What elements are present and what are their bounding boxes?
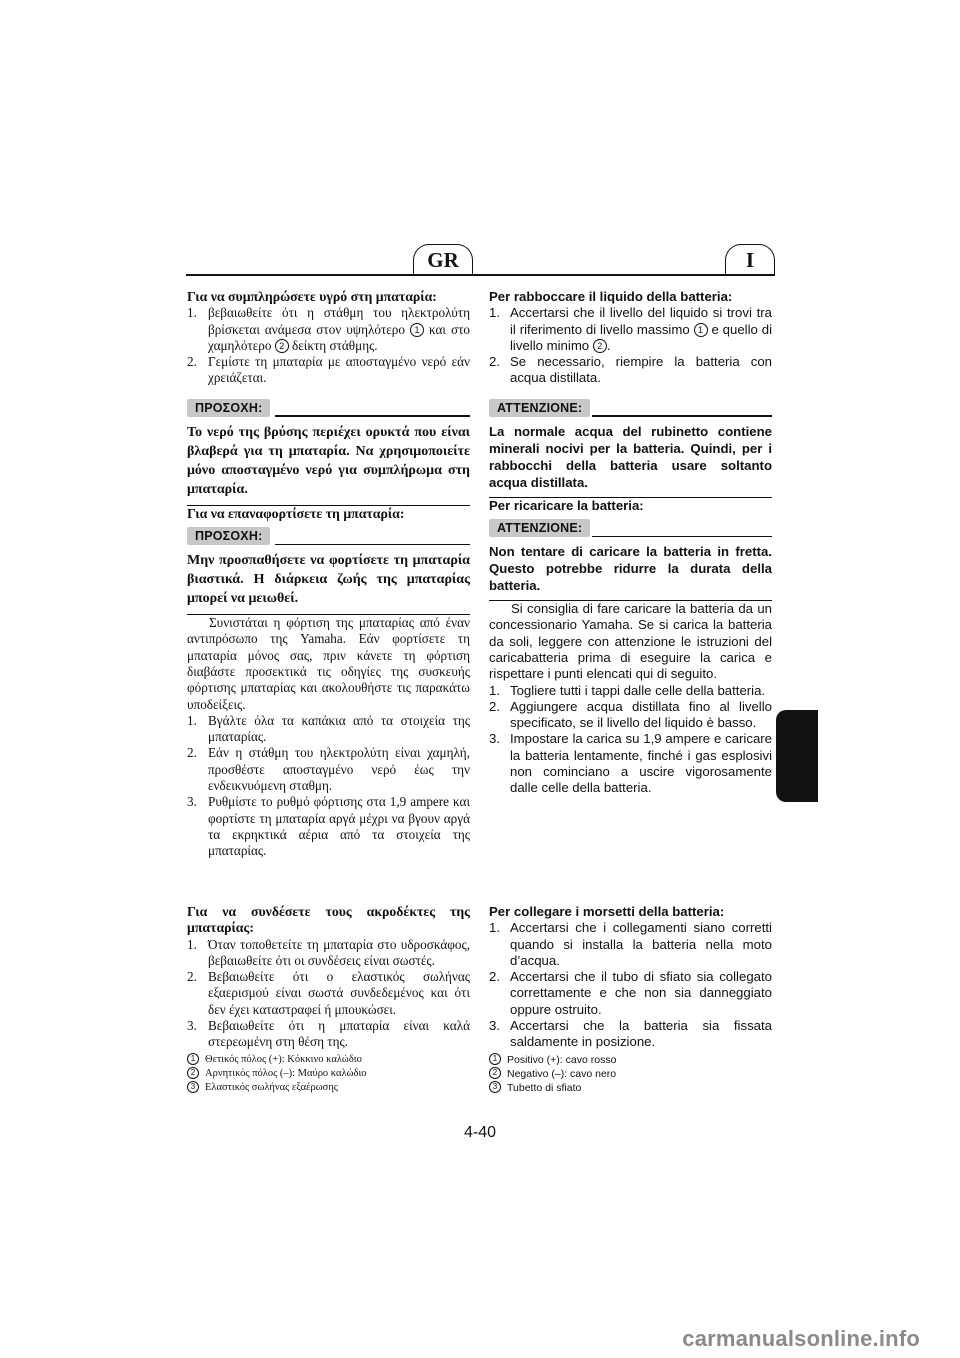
- legend-item: 3 Ελαστικός σωλήνας εξαέρωσης: [187, 1081, 470, 1095]
- greek-caution-header-1: [187, 399, 470, 419]
- list-item: 1. Accertarsi che il livello del liquido si trovi tra il riferimento di livello massimo 1 e quello di livello minimo 2 .: [489, 305, 772, 353]
- italian-fill-title: Per rabboccare il liquido della batteria:: [489, 289, 733, 304]
- italian-fill-steps: [489, 305, 772, 386]
- list-item: 3. Βεβαιωθείτε ότι η μπαταρία είναι καλά στερεωμένη στη θέση της.: [187, 1018, 470, 1050]
- italian-caution-text-2: Non tentare di caricare la batteria in fretta. Questo potrebbe ridurre la durata della batteria.: [489, 543, 772, 601]
- legend-item: 1 Θετικός πόλος (+): Κόκκινο καλώδιο: [187, 1053, 470, 1067]
- list-item: 3. Accertarsi che la batteria sia fissata saldamente in posizione.: [489, 1018, 772, 1050]
- greek-fill-steps: [187, 305, 470, 386]
- watermark: carmanualsonline.info: [682, 1326, 920, 1351]
- list-item: 2. Se necessario, riempire la batteria con acqua distillata.: [489, 354, 772, 386]
- caution-label: ATTENZIONE:: [489, 399, 590, 417]
- list-item: 1. Accertarsi che i collegamenti siano corretti quando si installa la batteria nella moto d’acqua.: [489, 920, 772, 968]
- italian-connect-title: Per collegare i morsetti della batteria:: [489, 904, 725, 919]
- callout-1-icon: 1: [489, 1053, 501, 1065]
- page-number: 4-40: [463, 1124, 497, 1141]
- legend-item: 3 Tubetto di sfiato: [489, 1081, 772, 1095]
- list-item: 2. Γεμίστε τη μπαταρία με αποσταγμένο νερό εάν χρειάζεται.: [187, 354, 470, 386]
- header-rule: [186, 274, 775, 276]
- greek-recharge-intro: Συνιστάται η φόρτιση της μπαταρίας από έναν αντιπρόσωπο της Yamaha. Εάν φορτίσετε τη μπαταρία μόνος σας, πριν κάνετε τη φόρτιση διαβάστε προσεκτικά τις οδηγίες της συσκευής φόρτισης μπαταρίας και ακολουθήστε τις παρακάτω υποδείξεις.: [187, 615, 470, 712]
- language-tab-italian: [725, 244, 775, 276]
- italian-caution-header-1: [489, 399, 772, 419]
- list-item: 1. Βγάλτε όλα τα καπάκια από τα στοιχεία της μπαταρίας.: [187, 712, 470, 745]
- greek-legend: [187, 1053, 470, 1095]
- list-item: 2. Accertarsi che il tubo di sfiato sia collegato correttamente e che non sia danneggiato oppure ostruito.: [489, 969, 772, 1017]
- language-tab-greek: [413, 244, 473, 276]
- greek-connect-title: Για να συνδέσετε τους ακροδέκτες της μπαταρίας:: [187, 904, 470, 936]
- callout-2-icon: 2: [187, 1067, 199, 1079]
- caution-rule: [275, 415, 470, 417]
- list-item: 1. Togliere tutti i tappi dalle celle della batteria.: [489, 682, 766, 698]
- language-code-gr: GR: [427, 248, 459, 272]
- callout-1-icon: 1: [187, 1053, 199, 1065]
- list-item: 2. Βεβαιωθείτε ότι ο ελαστικός σωλήνας εξαερισμού είναι σωστά συνδεδεμένος και ότι δεν έχει καταστραφεί ή μπουκώσει.: [187, 969, 470, 1017]
- list-item: 1. Όταν τοποθετείτε τη μπαταρία στο υδροσκάφος, βεβαιωθείτε ότι οι συνδέσεις είναι σωστές.: [187, 936, 470, 968]
- italian-recharge-title: Per ricaricare la batteria:: [489, 497, 644, 513]
- list-item: 3. Ρυθμίστε το ρυθμό φόρτισης στα 1,9 ampere και φορτίστε τη μπαταρία αργά μέχρι να βγουν αργά τα εκρηκτικά αέρια από τα στοιχεία της μπαταρίας.: [187, 794, 470, 859]
- callout-1-icon: 1: [694, 323, 708, 337]
- section-thumb-tab: [776, 710, 818, 802]
- greek-connect-steps: [187, 937, 470, 1051]
- greek-caution-text-2: Μην προσπαθήσετε να φορτίσετε τη μπαταρία βιαστικά. Η διάρκεια ζωής της μπαταρίας μπορεί να μειωθεί.: [187, 551, 470, 615]
- italian-legend: [489, 1053, 772, 1095]
- greek-fill-title: Για να συμπληρώσετε υγρό στη μπαταρία:: [187, 289, 437, 304]
- list-item: 2. Εάν η στάθμη του ηλεκτρολύτη είναι χαμηλή, προσθέστε αποσταγμένο νερό έως την ενδεικνυόμενη σταθμη.: [187, 745, 470, 794]
- caution-rule: [592, 536, 772, 538]
- callout-2-icon: 2: [489, 1067, 501, 1079]
- italian-column-top: [489, 289, 772, 797]
- caution-rule: [592, 415, 772, 417]
- list-item: 2. Aggiungere acqua distillata fino al livello specificato, se il livello del liquido è basso.: [489, 698, 772, 731]
- greek-recharge-steps: [187, 713, 470, 860]
- italian-recharge-intro: Si consiglia di fare caricare la batteria da un concessionario Yamaha. Se si carica la batteria da soli, leggere con attenzione le istruzioni del caricabatteria prima di eseguire la carica e rispettare i punti elencati qui di seguito.: [489, 601, 772, 682]
- list-item: 1. βεβαιωθείτε ότι η στάθμη του ηλεκτρολύτη βρίσκεται ανάμεσα στον υψηλότερο 1 και στο χαμηλότερο 2 δείκτη στάθμης.: [187, 305, 470, 353]
- italian-caution-header-2: [489, 519, 772, 539]
- legend-item: 1 Positivo (+): cavo rosso: [489, 1053, 772, 1067]
- language-code-i: I: [745, 248, 755, 272]
- callout-1-icon: 1: [410, 323, 424, 337]
- caution-label: ATTENZIONE:: [489, 519, 590, 537]
- greek-column-top: [187, 289, 470, 860]
- callout-2-icon: 2: [593, 339, 607, 353]
- greek-caution-header-2: [187, 527, 470, 547]
- italian-caution-text-1: La normale acqua del rubinetto contiene minerali nocivi per la batteria. Quindi, per i rabbocchi della batteria usare soltanto acqua distillata.: [489, 423, 772, 498]
- greek-caution-text-1: Το νερό της βρύσης περιέχει ορυκτά που είναι βλαβερά για τη μπαταρία. Να χρησιμοποιείτε μόνο αποσταγμένο νερό για συμπλήρωμα στη μπαταρία.: [187, 423, 470, 506]
- greek-column-bottom: [187, 904, 470, 1095]
- legend-item: 2 Negativo (–): cavo nero: [489, 1067, 772, 1081]
- legend-item: 2 Αρνητικός πόλος (–): Μαύρο καλώδιο: [187, 1067, 470, 1081]
- italian-connect-steps: [489, 920, 772, 1050]
- caution-rule: [275, 544, 470, 546]
- italian-recharge-steps: [489, 683, 772, 797]
- greek-recharge-title: Για να επαναφορτίσετε τη μπαταρία:: [187, 505, 405, 521]
- list-item: 3. Impostare la carica su 1,9 ampere e caricare la batteria lentamente, finché i gas esplosivi non cominciano a uscire vigorosamente dalle celle della batteria.: [489, 731, 772, 796]
- italian-column-bottom: [489, 904, 772, 1095]
- caution-label: ΠΡΟΣΟΧΗ:: [187, 399, 270, 417]
- callout-2-icon: 2: [275, 339, 289, 353]
- callout-3-icon: 3: [187, 1081, 199, 1093]
- caution-label: ΠΡΟΣΟΧΗ:: [187, 527, 270, 545]
- callout-3-icon: 3: [489, 1081, 501, 1093]
